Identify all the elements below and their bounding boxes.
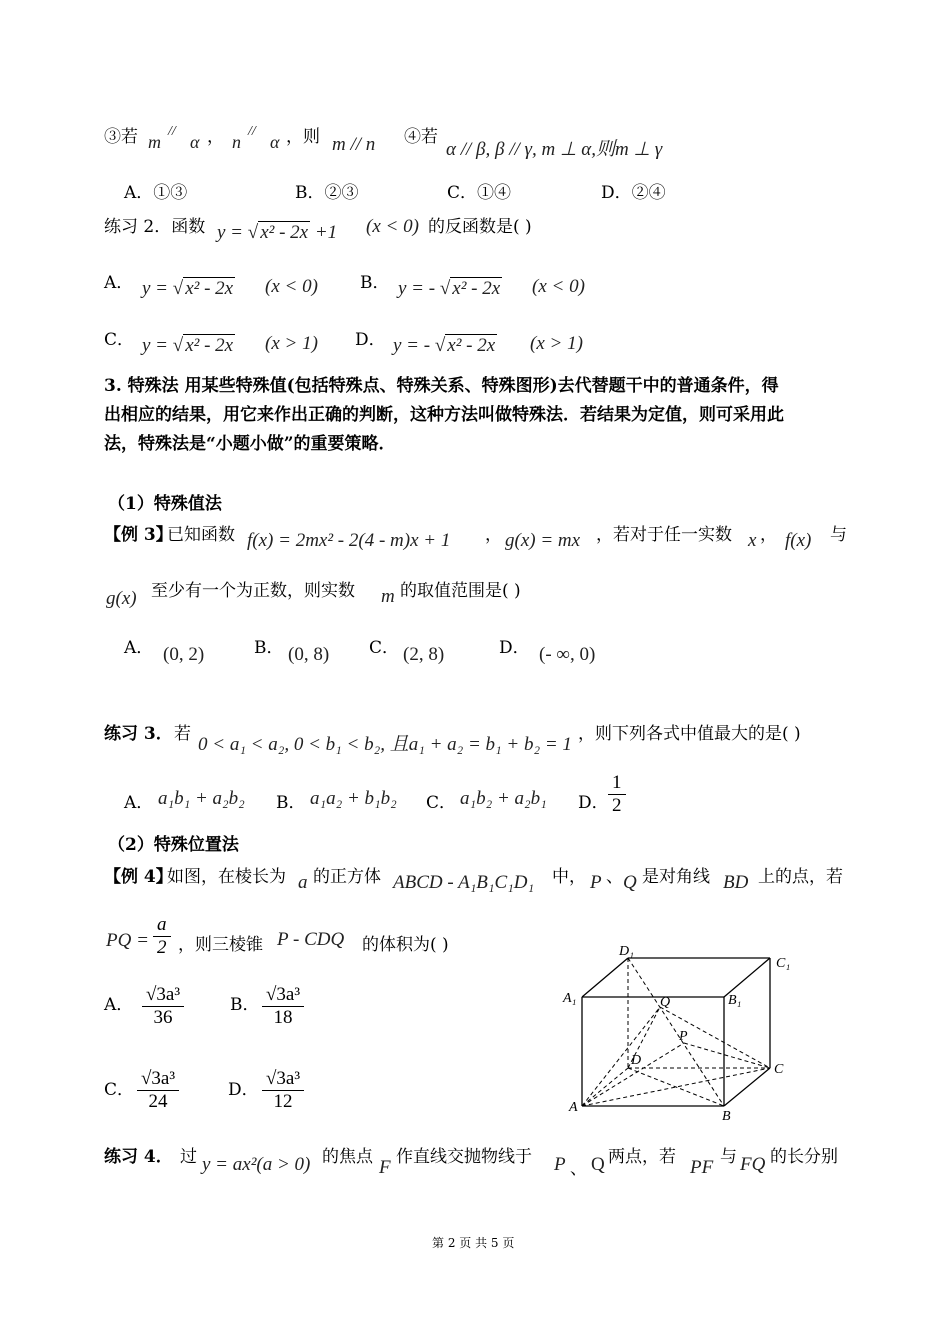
- ex3-intro: 已知函数: [167, 525, 235, 545]
- diag-d-b: [628, 1068, 724, 1106]
- ex3-comma2: ，: [760, 525, 777, 545]
- ex4-q: Q: [623, 872, 637, 893]
- ex4-pq-fraction: [153, 914, 171, 959]
- pr3-tail: ，则下列各式中值最大的是( ): [578, 724, 801, 744]
- ex4-option-b-numerator: √3a³: [266, 984, 301, 1005]
- pr3-option-d-label: D．: [578, 793, 609, 813]
- ex2-option-c-label: C．: [104, 330, 135, 350]
- edge-a-d: [582, 1068, 628, 1106]
- ex4-pq-denominator: 2: [153, 936, 171, 959]
- ex4-option-b-fraction: [262, 984, 304, 1029]
- pr3-option-b-label: B．: [276, 793, 306, 813]
- ex3-and: 与: [830, 525, 847, 545]
- ex2-option-a-domain: (x < 0): [265, 276, 318, 297]
- diag-d1-b: [628, 958, 724, 1106]
- label-b1: B₁: [728, 993, 742, 1008]
- subsection-1-title: （1）特殊值法: [108, 494, 222, 514]
- ex3-option-d-label: D．: [499, 638, 530, 658]
- ex3-g-sym: g(x): [106, 588, 137, 609]
- ex3-option-b: (0, 8): [288, 644, 330, 665]
- ex4-option-b-label: B．: [230, 995, 260, 1015]
- ex3-option-a-label: A．: [124, 638, 154, 658]
- pr4-fq: FQ: [740, 1154, 766, 1175]
- prev-option-a: A．①③: [124, 183, 188, 203]
- ex3-text3: 至少有一个为正数，则实数: [151, 581, 355, 601]
- ex3-x: x: [748, 530, 757, 551]
- ex3-option-c-label: C．: [369, 638, 400, 658]
- ex2-option-b-domain: (x < 0): [532, 276, 585, 297]
- label-c: C: [774, 1062, 784, 1077]
- pr4-text4: 的长分别: [770, 1147, 838, 1167]
- pr3-condition: 0 < a₁ < a₂, 0 < b₁ < b₂, 且a₁ + a₂ = b₁ + b₂ = 1: [198, 734, 572, 755]
- subsection-2-title: （2）特殊位置法: [108, 835, 239, 855]
- ex2-function: y = √ x² - 2x +1: [217, 222, 338, 243]
- item3-alpha-2: α: [270, 132, 280, 152]
- section3-line-1: 3. 特殊法 用某些特殊值(包括特殊点、特殊关系、特殊图形)去代替题干中的普通条件，得: [104, 376, 779, 396]
- pr3-if: 若: [174, 724, 191, 744]
- item3-alpha: α: [190, 132, 200, 152]
- pr4-pf: PF: [690, 1157, 714, 1178]
- ex4-pq-lhs: PQ =: [106, 930, 149, 951]
- pr4-text2: 作直线交抛物线于: [396, 1147, 532, 1167]
- section3-paragraph: [104, 372, 854, 459]
- ex4-a: a: [298, 872, 308, 893]
- item3-n: n: [232, 132, 241, 152]
- ex4-option-d-denominator: 12: [262, 1090, 304, 1113]
- label-d1: D₁: [619, 944, 634, 959]
- ex4-option-a-denominator: 36: [142, 1006, 184, 1029]
- ex4-text5: 上的点，若: [758, 867, 843, 887]
- pr3-option-a-label: A．: [124, 793, 154, 813]
- label-a: A: [569, 1100, 578, 1115]
- pr4-parabola: y = ax²(a > 0): [202, 1154, 311, 1175]
- pr3-option-b: a₁a₂ + b₁b₂: [310, 788, 397, 809]
- item4-expr: α // β, β // γ, m ⊥ α,则m ⊥ γ: [446, 139, 663, 160]
- item4-label: ④若: [404, 127, 438, 147]
- pr3-option-c-label: C．: [426, 793, 457, 813]
- ex4-option-c-numerator: √3a³: [141, 1068, 176, 1089]
- item3-sep: ，: [207, 127, 224, 147]
- label-q: Q: [660, 995, 671, 1010]
- pr4-text1: 的焦点: [322, 1147, 373, 1167]
- ex4-p: P: [590, 872, 602, 893]
- section3-line-3: 法，特殊法是“小题小做”的重要策略．: [104, 434, 396, 454]
- ex4-text1: 如图，在棱长为: [167, 867, 286, 887]
- ex3-text2: ，若对于任一实数: [596, 525, 732, 545]
- edge-b1-c1: [724, 958, 770, 997]
- ex4-option-a-numerator: √3a³: [146, 984, 181, 1005]
- ex4-option-d-fraction: [262, 1068, 304, 1113]
- ex4-cube: ABCD - A₁B₁C₁D₁: [393, 872, 535, 893]
- ex3-f-def: f(x) = 2mx² - 2(4 - m)x + 1: [247, 530, 451, 551]
- pr4-q: Q: [591, 1154, 605, 1175]
- ex3-option-b-label: B．: [254, 638, 284, 658]
- item3-m: m: [148, 132, 161, 152]
- ex3-m: m: [381, 586, 395, 607]
- item3-label: ③若: [104, 127, 138, 147]
- ex4-option-d-label: D．: [228, 1080, 259, 1100]
- pr4-and: 与: [720, 1147, 737, 1167]
- pr3-label: 练习 3．: [104, 724, 173, 744]
- ex2-option-b: y = - √ x² - 2x: [398, 278, 501, 299]
- pr3-option-d-fraction: [608, 772, 626, 817]
- ex4-text2: 的正方体: [313, 867, 381, 887]
- ex2-label: 练习 2．函数: [104, 217, 206, 237]
- label-c1: C₁: [776, 956, 791, 971]
- ex4-option-b-denominator: 18: [262, 1006, 304, 1029]
- ex4-text7: 的体积为( ): [362, 935, 449, 955]
- ex3-option-c: (2, 8): [403, 644, 445, 665]
- pr4-sep: 、: [570, 1159, 587, 1179]
- item3-parallel-2: //: [248, 124, 256, 139]
- ex3-option-a: (0, 2): [163, 644, 205, 665]
- cube-figure: [560, 935, 800, 1125]
- prev-option-d: D．②④: [601, 183, 666, 203]
- item3-conclusion: m // n: [332, 134, 376, 155]
- ex4-bd: BD: [723, 872, 749, 893]
- ex4-text3: 中，: [552, 867, 586, 887]
- ex4-text4: 是对角线: [642, 867, 710, 887]
- pr4-f: F: [379, 1157, 391, 1178]
- ex3-label: 【例 3】: [104, 525, 173, 545]
- pr4-pass: 过: [180, 1147, 197, 1167]
- ex4-text6: ，则三棱锥: [178, 935, 263, 955]
- ex2-option-d-domain: (x > 1): [530, 333, 583, 354]
- pr3-option-a: a₁b₁ + a₂b₂: [158, 788, 245, 809]
- ex3-option-d: (- ∞, 0): [539, 644, 596, 665]
- label-d: D: [631, 1053, 642, 1068]
- ex3-g-def: g(x) = mx: [505, 530, 581, 551]
- pr4-label: 练习 4．: [104, 1147, 173, 1167]
- pr3-option-c: a₁b₂ + a₂b₁: [460, 788, 547, 809]
- pr4-text3: 两点，若: [608, 1147, 676, 1167]
- ex4-option-a-fraction: [142, 984, 184, 1029]
- ex4-pyramid: P - CDQ: [277, 929, 345, 950]
- pr3-option-d-denominator: 2: [608, 794, 626, 817]
- ex4-option-c-fraction: [137, 1068, 179, 1113]
- item3-then: ，则: [286, 127, 320, 147]
- ex2-option-c: y = √ x² - 2x: [142, 335, 234, 356]
- ex2-option-d-label: D．: [355, 330, 386, 350]
- ex3-text4: 的取值范围是( ): [400, 581, 521, 601]
- ex4-label: 【例 4】: [104, 867, 173, 887]
- ex2-option-c-domain: (x > 1): [265, 333, 318, 354]
- ex3-comma: ，: [485, 525, 502, 545]
- prev-option-b: B．②③: [295, 183, 359, 203]
- ex2-domain: (x < 0): [366, 216, 419, 237]
- ex4-sep: 、: [606, 867, 623, 887]
- ex2-option-a-label: A．: [104, 273, 134, 293]
- ex4-option-c-label: C．: [104, 1080, 135, 1100]
- prev-option-c: C．①④: [447, 183, 512, 203]
- line-q-c: [660, 1007, 770, 1068]
- label-p: P: [679, 1029, 688, 1044]
- line-a-q: [582, 1007, 660, 1106]
- page-footer: 第 2 页 共 5 页: [432, 1236, 515, 1250]
- ex2-option-a: y = √ x² - 2x: [142, 278, 234, 299]
- pr4-p: P: [554, 1154, 566, 1175]
- ex3-f-sym: f(x): [785, 530, 812, 551]
- edge-a1-d1: [582, 958, 628, 997]
- ex2-option-d: y = - √ x² - 2x: [393, 335, 496, 356]
- label-b: B: [722, 1109, 731, 1124]
- pr3-option-d-numerator: 1: [612, 772, 622, 793]
- ex4-option-d-numerator: √3a³: [266, 1068, 301, 1089]
- section3-line-2: 出相应的结果，用它来作出正确的判断，这种方法叫做特殊法．若结果为定值，则可采用此: [104, 405, 784, 425]
- ex4-option-a-label: A．: [104, 995, 134, 1015]
- ex4-pq-numerator: a: [157, 914, 167, 935]
- ex2-option-b-label: B．: [360, 273, 390, 293]
- item3-parallel: //: [168, 124, 176, 139]
- label-a1: A₁: [563, 991, 577, 1006]
- ex4-option-c-denominator: 24: [137, 1090, 179, 1113]
- edge-b-c: [724, 1068, 770, 1106]
- ex2-tail: 的反函数是( ): [428, 217, 532, 237]
